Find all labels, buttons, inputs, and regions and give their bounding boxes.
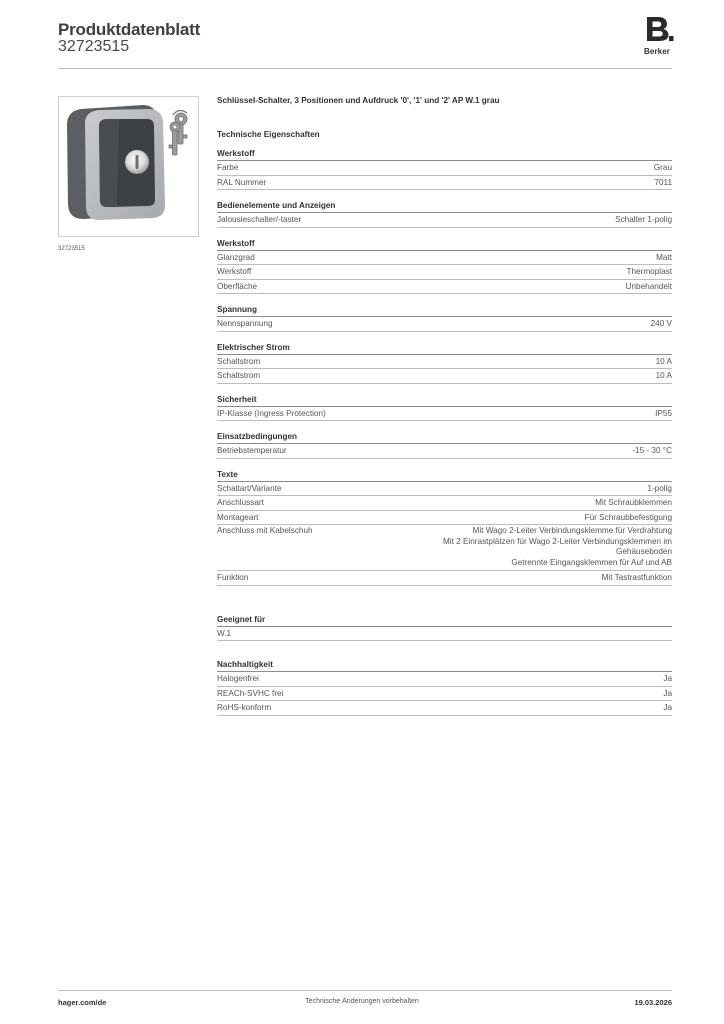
property-label: Betriebstemperatur: [217, 446, 287, 455]
header-divider: [58, 68, 672, 69]
property-row: [217, 672, 672, 687]
property-section: [217, 469, 672, 586]
property-label: W.1: [217, 628, 232, 638]
berker-logo: [640, 16, 674, 54]
property-value: 10 A: [655, 356, 672, 366]
property-value: Ja: [663, 688, 672, 698]
property-row: [217, 525, 672, 571]
property-section: [217, 148, 672, 190]
property-section: [217, 394, 672, 422]
property-label: Schaltstrom: [217, 371, 261, 380]
property-row: [217, 280, 672, 295]
property-row: [217, 496, 672, 511]
property-label: RAL Nummer: [217, 177, 267, 187]
property-sections: [217, 148, 672, 716]
property-section: [217, 342, 672, 384]
property-row: [217, 265, 672, 280]
property-label: Farbe: [217, 163, 239, 172]
property-value-line: Mit 2 Einrastplätzen für Wago 2-Leiter Verbindungsklemmen im: [442, 536, 672, 546]
property-section: [217, 304, 672, 332]
property-value: -15 - 30 °C: [632, 446, 672, 455]
property-label: Anschluss mit Kabelschuh: [217, 526, 313, 535]
property-value: Thermoplast: [626, 267, 672, 276]
section-title: Elektrischer Strom: [217, 342, 672, 355]
property-row: [217, 161, 672, 176]
property-section: [217, 659, 672, 716]
property-section: [217, 614, 672, 642]
property-value: Ja: [663, 703, 672, 712]
section-title: Einsatzbedingungen: [217, 431, 672, 444]
property-value: 10 A: [655, 371, 672, 380]
property-value-line: Getrennte Eingangsklemmen für Auf und AB: [511, 557, 672, 567]
property-row: [217, 407, 672, 422]
property-value: Mit Schraubklemmen: [595, 498, 672, 507]
property-row: [217, 701, 672, 716]
property-label: Funktion: [217, 573, 249, 582]
property-label: REACh-SVHC frei: [217, 688, 284, 698]
section-title: Spannung: [217, 304, 672, 317]
property-label: RoHS-konform: [217, 703, 272, 712]
section-title: Sicherheit: [217, 394, 672, 407]
property-value: Für Schraubbefestigung: [584, 512, 672, 522]
section-title: Nachhaltigkeit: [217, 659, 672, 672]
property-label: Nennspannung: [217, 319, 273, 328]
property-value: Unbehandelt: [625, 281, 672, 291]
property-label: IP-Klasse (Ingress Protection): [217, 408, 326, 418]
property-section: [217, 431, 672, 459]
property-value: Ja: [663, 674, 672, 683]
footer-divider: [58, 990, 672, 991]
property-value: IP55: [655, 408, 672, 418]
technical-properties-heading: Technische Eigenschaften: [217, 130, 320, 139]
logo-text: Berker: [644, 47, 670, 56]
property-label: Glanzgrad: [217, 252, 255, 262]
property-label: Anschlussart: [217, 498, 264, 507]
property-row: [217, 627, 672, 642]
property-value: Grau: [653, 163, 672, 172]
property-row: [217, 444, 672, 459]
property-row: [217, 369, 672, 384]
property-value-line: Mit Wago 2-Leiter Verbindungsklemme für Verdrahtung: [472, 526, 672, 535]
page-title: Produktdatenblatt: [58, 20, 201, 39]
berker-b-icon: [640, 16, 674, 42]
property-value: [443, 526, 672, 568]
article-number: 32723515: [58, 38, 130, 55]
footer-date: 19.03.2026: [634, 998, 672, 1007]
product-image: [58, 96, 199, 237]
property-value: 7011: [654, 177, 672, 187]
property-value: Schalter 1-polig: [615, 215, 672, 224]
section-title: Bedienelemente und Anzeigen: [217, 200, 672, 213]
product-title: Schlüssel-Schalter, 3 Positionen und Aufdruck '0', '1' und '2' AP W.1 grau: [217, 96, 500, 105]
property-value: Matt: [656, 252, 672, 262]
footer-website: hager.com/de: [58, 998, 107, 1007]
property-label: Jalousieschalter/-taster: [217, 215, 302, 224]
property-value: Mit Tastrastfunktion: [601, 573, 672, 582]
property-row: [217, 511, 672, 526]
property-row: [217, 176, 672, 191]
property-label: Schaltart/Variante: [217, 483, 282, 493]
property-row: [217, 571, 672, 586]
property-label: Oberfläche: [217, 281, 258, 291]
key-switch-illustration: [59, 97, 198, 236]
section-title: Werkstoff: [217, 148, 672, 161]
property-section: [217, 238, 672, 295]
property-value-line: Gehäuseboden: [616, 547, 672, 556]
property-row: [217, 355, 672, 370]
property-value: 240 V: [650, 319, 672, 328]
property-label: Werkstoff: [217, 267, 252, 276]
footer-disclaimer: Technische Änderungen vorbehalten: [305, 998, 419, 1005]
property-label: Schaltstrom: [217, 356, 261, 366]
property-section: [217, 200, 672, 228]
section-title: Texte: [217, 469, 672, 482]
property-row: [217, 317, 672, 332]
property-label: Montageart: [217, 512, 259, 522]
property-value: 1-polig: [647, 483, 672, 493]
property-row: [217, 482, 672, 497]
property-row: [217, 213, 672, 228]
section-title: Geeignet für: [217, 614, 672, 627]
property-row: [217, 687, 672, 702]
section-title: Werkstoff: [217, 238, 672, 251]
product-details: [217, 96, 672, 716]
image-caption: 32723515: [58, 246, 85, 252]
property-row: [217, 251, 672, 266]
property-label: Halogenfrei: [217, 674, 259, 683]
